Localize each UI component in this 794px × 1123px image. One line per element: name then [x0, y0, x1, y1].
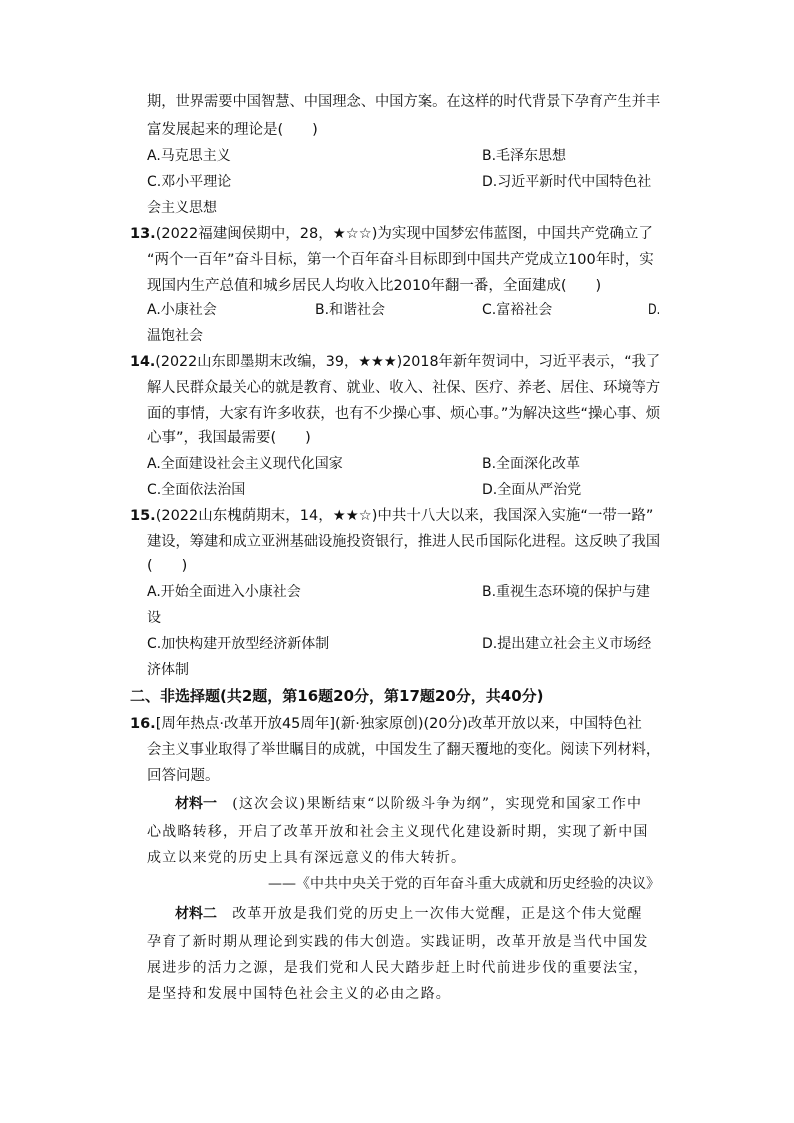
- question-15-option-a[interactable]: A.开始全面进入小康社会: [147, 584, 301, 600]
- material-1-text-line-1: (这次会议)果断结束“以阶级斗争为纲”，实现党和国家工作中: [232, 796, 643, 812]
- question-14-option-a[interactable]: A.全面建设社会主义现代化国家: [147, 456, 343, 472]
- material-1-line-1: [175, 794, 642, 814]
- question-12-option-d-continued: 会主义思想: [147, 200, 217, 216]
- question-16-text-line-2: 会主义事业取得了举世瞩目的成就，中国发生了翻天覆地的变化。阅读下列材料，: [147, 742, 661, 758]
- question-14-text-line-2: 解人民群众最关心的就是教育、就业、收入、社保、医疗、养老、居住、环境等方: [147, 380, 661, 396]
- material-2-label: 材料二: [175, 906, 217, 922]
- question-12-option-d[interactable]: D.习近平新时代中国特色社: [482, 174, 652, 190]
- question-13-option-d[interactable]: D.: [648, 302, 661, 318]
- question-13-option-b[interactable]: B.和谐社会: [315, 302, 386, 318]
- question-16-text-line-3: 回答问题。: [147, 768, 220, 784]
- question-13-text-line-3: 现国内生产总值和城乡居民人均收入比2010年翻一番，全面建成( ): [147, 278, 602, 294]
- question-13-option-d-continued: 温饱社会: [147, 328, 203, 344]
- question-13-text-line-2: “两个一百年”奋斗目标，第一个百年奋斗目标即到中国共产党成立100年时，实: [147, 252, 654, 268]
- question-14-line-1: [130, 352, 660, 372]
- material-2-text-line-4: 是坚持和发展中国特色社会主义的必由之路。: [147, 986, 451, 1002]
- material-1-text-line-2: 心战略转移，开启了改革开放和社会主义现代化建设新时期，实现了新中国: [147, 824, 649, 840]
- question-14-text-line-1: (2022山东即墨期末改编，39，★★★)2018年新年贺词中，习近平表示，“我了: [155, 354, 661, 370]
- material-2-text-line-1: 改革开放是我们党的历史上一次伟大觉醒，正是这个伟大觉醒: [232, 906, 643, 922]
- question-number: 15.: [130, 508, 156, 524]
- question-number: 16.: [130, 716, 156, 732]
- question-13-option-a[interactable]: A.小康社会: [147, 302, 217, 318]
- question-15-option-c[interactable]: C.加快构建开放型经济新体制: [147, 636, 330, 652]
- question-number: 13.: [130, 226, 156, 242]
- question-12-option-c[interactable]: C.邓小平理论: [147, 174, 232, 190]
- material-2-text-line-3: 展进步的活力之源，是我们党和人民大踏步赶上时代前进步伐的重要法宝，: [147, 960, 649, 976]
- question-13-option-c[interactable]: C.富裕社会: [482, 302, 553, 318]
- material-2-text-line-2: 孕育了新时期从理论到实践的伟大创造。实践证明，改革开放是当代中国发: [147, 934, 649, 950]
- question-12-option-b[interactable]: B.毛泽东思想: [482, 148, 567, 164]
- question-15-text-line-1: (2022山东槐荫期末，14，★★☆)中共十八大以来，我国深入实施“一带一路”: [155, 508, 654, 524]
- question-12-text-line-1: 期，世界需要中国智慧、中国理念、中国方案。在这样的时代背景下孕育产生并丰: [147, 94, 661, 110]
- question-number: 14.: [130, 354, 156, 370]
- question-12-text-line-2: 富发展起来的理论是( ): [147, 122, 318, 138]
- question-13-line-1: [130, 224, 653, 244]
- question-15-option-b[interactable]: B.重视生态环境的保护与建: [482, 584, 651, 600]
- question-14-text-line-4: 心事”，我国最需要( ): [147, 430, 311, 446]
- question-15-text-line-3: ( ): [147, 558, 188, 574]
- question-16-text-line-1: [周年热点·改革开放45周年](新·独家原创)(20分)改革开放以来，中国特色社: [155, 716, 642, 732]
- question-15-option-d-continued: 济体制: [147, 662, 189, 678]
- question-15-text-line-2: 建设，筹建和成立亚洲基础设施投资银行，推进人民币国际化进程。这反映了我国: [147, 534, 661, 550]
- material-1-source: ——《中共中央关于党的百年奋斗重大成就和历史经验的决议》: [268, 876, 660, 892]
- question-15-option-b-continued: 设: [147, 610, 161, 626]
- question-12-option-a[interactable]: A.马克思主义: [147, 148, 231, 164]
- section-heading: 二、非选择题(共2题，第16题20分，第17题20分，共40分): [130, 687, 544, 705]
- question-14-option-d[interactable]: D.全面从严治党: [482, 482, 582, 498]
- question-14-option-b[interactable]: B.全面深化改革: [482, 456, 581, 472]
- question-16-line-1: [130, 714, 642, 734]
- material-1-text-line-3: 成立以来党的历史上具有深远意义的伟大转折。: [147, 850, 467, 866]
- question-14-text-line-3: 面的事情，大家有许多收获，也有不少操心事、烦心事。”为解决这些“操心事、烦: [147, 406, 661, 422]
- question-15-option-d[interactable]: D.提出建立社会主义市场经: [482, 636, 652, 652]
- question-13-text-line-1: (2022福建闽侯期中，28，★☆☆)为实现中国梦宏伟蓝图，中国共产党确立了: [155, 226, 653, 242]
- question-15-line-1: [130, 506, 653, 526]
- material-2-line-1: [175, 904, 643, 924]
- material-1-label: 材料一: [175, 796, 217, 812]
- question-14-option-c[interactable]: C.全面依法治国: [147, 482, 246, 498]
